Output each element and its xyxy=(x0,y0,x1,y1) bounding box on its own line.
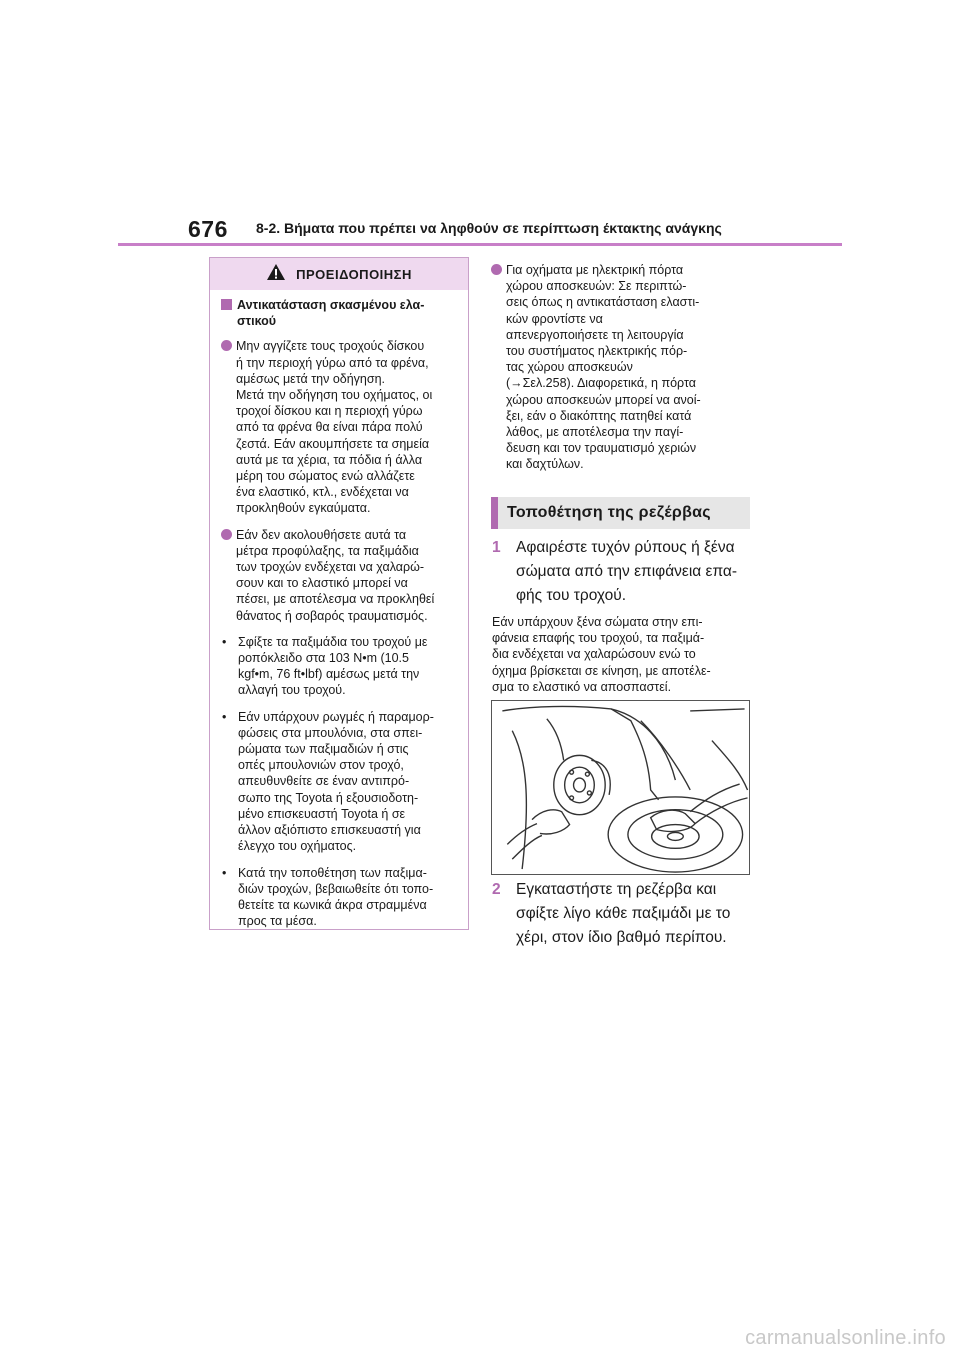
warning-bullet-text-3: Κατά την τοποθέτηση των παξιμα- διών τροχών, βεβαιωθείτε ότι τοπο- θετείτε τα κωνικά άκρα στραμμένα προς τα μέσα. xyxy=(238,865,434,929)
warning-bullet-item xyxy=(221,709,458,855)
bullet-mark: • xyxy=(222,634,227,649)
bullet-mark: • xyxy=(222,865,227,880)
wheel-cleaning-drawing xyxy=(492,701,749,874)
section-heading xyxy=(491,497,750,529)
section-accent-bar xyxy=(491,497,498,529)
step-2 xyxy=(492,878,730,950)
warning-bullet-item xyxy=(221,865,458,930)
power-door-text: Για οχήματα με ηλεκτρική πόρτα χώρου αποσκευών: Σε περιπτώ- σεις όπως η αντικατάσταση ελαστι- κών φροντίστε να απενεργοποιήσετε τη λειτουργία του συστήματος ηλεκτρικής πόρ- τας χώρου αποσκευών (→Σελ.258). Διαφορετικά, η πόρτα χώρου αποσκευών μπορεί να ανοί- ξει, εάν ο διακόπτης πατηθεί κατά λάθος, με αποτέλεσμα την παγί- δευση και τον τραυματισμό χεριών και δαχτύλων. xyxy=(506,263,701,472)
header-title: 8-2. Βήματα που πρέπει να ληφθούν σε περίπτωση έκτακτης ανάγκης xyxy=(256,220,722,236)
bullet-mark: • xyxy=(222,709,227,724)
section-title: Τοποθέτηση της ρεζέρβας xyxy=(507,504,711,521)
step-text: Αφαιρέστε τυχόν ρύπους ή ξένα σώματα από την επιφάνεια επα- φής του τροχού. xyxy=(516,539,738,604)
step-1-note: Εάν υπάρχουν ξένα σώματα στην επι- φάνεια επαφής του τροχού, τα παξιμά- δια ενδέχεται να χαλαρώσουν ενώ το όχημα βρίσκεται σε κίνηση, με αποτέλε- σμα το ελαστικό να αποσπαστεί. xyxy=(492,615,711,694)
dot-bullet-icon xyxy=(221,340,232,351)
warning-triangle-icon xyxy=(266,263,286,286)
page-number: 676 xyxy=(188,216,228,242)
dot-bullet-icon xyxy=(491,264,502,275)
header-rule xyxy=(118,243,842,246)
warning-header xyxy=(210,258,468,290)
warning-title: ΠΡΟΕΙΔΟΠΟΙΗΣΗ xyxy=(296,266,412,282)
warning-body xyxy=(210,290,468,929)
warning-box xyxy=(209,257,469,930)
warning-subhead xyxy=(221,297,458,329)
step-number: 2 xyxy=(492,881,501,898)
warning-dot-paragraph xyxy=(221,338,458,516)
square-bullet-icon xyxy=(221,299,232,310)
step-text: Εγκαταστήστε τη ρεζέρβα και σφίξτε λίγο κάθε παξιμάδι με το χέρι, στον ίδιο βαθμό περίπου. xyxy=(516,881,731,946)
power-door-paragraph xyxy=(491,262,751,473)
warning-bullet-text-2: Εάν υπάρχουν ρωγμές ή παραμορ- φώσεις στα μπουλόνια, στα σπει- ρώματα των παξιμαδιών ή στις οπές μπουλονιών στον τροχό, απευθυνθείτε σε έναν αντιπρό- σωπο της Toyota ή εξουσιοδοτη- μένο επισκευαστή Toyota ή σε άλλον αξιόπιστο επισκευαστή για έλεγχο του οχήματος. xyxy=(238,709,434,854)
dot-bullet-icon xyxy=(221,529,232,540)
watermark: carmanualsonline.info xyxy=(745,1327,946,1349)
step-number: 1 xyxy=(492,539,501,556)
power-door-note xyxy=(491,262,751,483)
step-1 xyxy=(492,536,737,608)
warning-dot-paragraph xyxy=(221,527,458,624)
warning-bullet-text-1: Σφίξτε τα παξιμάδια του τροχού με ροπόκλειδο στα 103 N•m (10.5 kgf•m, 76 ft•lbf) αμέσως μετά την αλλαγή του τροχού. xyxy=(238,634,428,698)
spare-wheel-illustration xyxy=(491,700,750,875)
warning-bullet-item xyxy=(221,634,458,699)
warning-dot-text-1: Μην αγγίζετε τους τροχούς δίσκου ή την περιοχή γύρω από τα φρένα, αμέσως μετά την οδήγηση. Μετά την οδήγηση του οχήματος, οι τροχοί δίσκου και η περιοχή γύρω από τα φρένα θα είναι πάρα πολύ ζεστά. Εάν ακουμπήσετε τα σημεία αυτά με τα χέρια, τα πόδια ή άλλα μέρη του σώματος ενώ αλλάζετε ένα ελαστικό, κτλ., ενδέχεται να προκληθούν εγκαύματα. xyxy=(236,339,433,516)
warning-subhead-text: Αντικατάσταση σκασμένου ελα- στικού xyxy=(237,298,425,329)
warning-dot-text-2: Εάν δεν ακολουθήσετε αυτά τα μέτρα προφύλαξης, τα παξιμάδια των τροχών ενδέχεται να χαλαρώ- σουν και το ελαστικό μπορεί να πέσει, με αποτέλεσμα να προκληθεί θάνατος ή σοβαρός τραυματισμός. xyxy=(236,527,435,623)
